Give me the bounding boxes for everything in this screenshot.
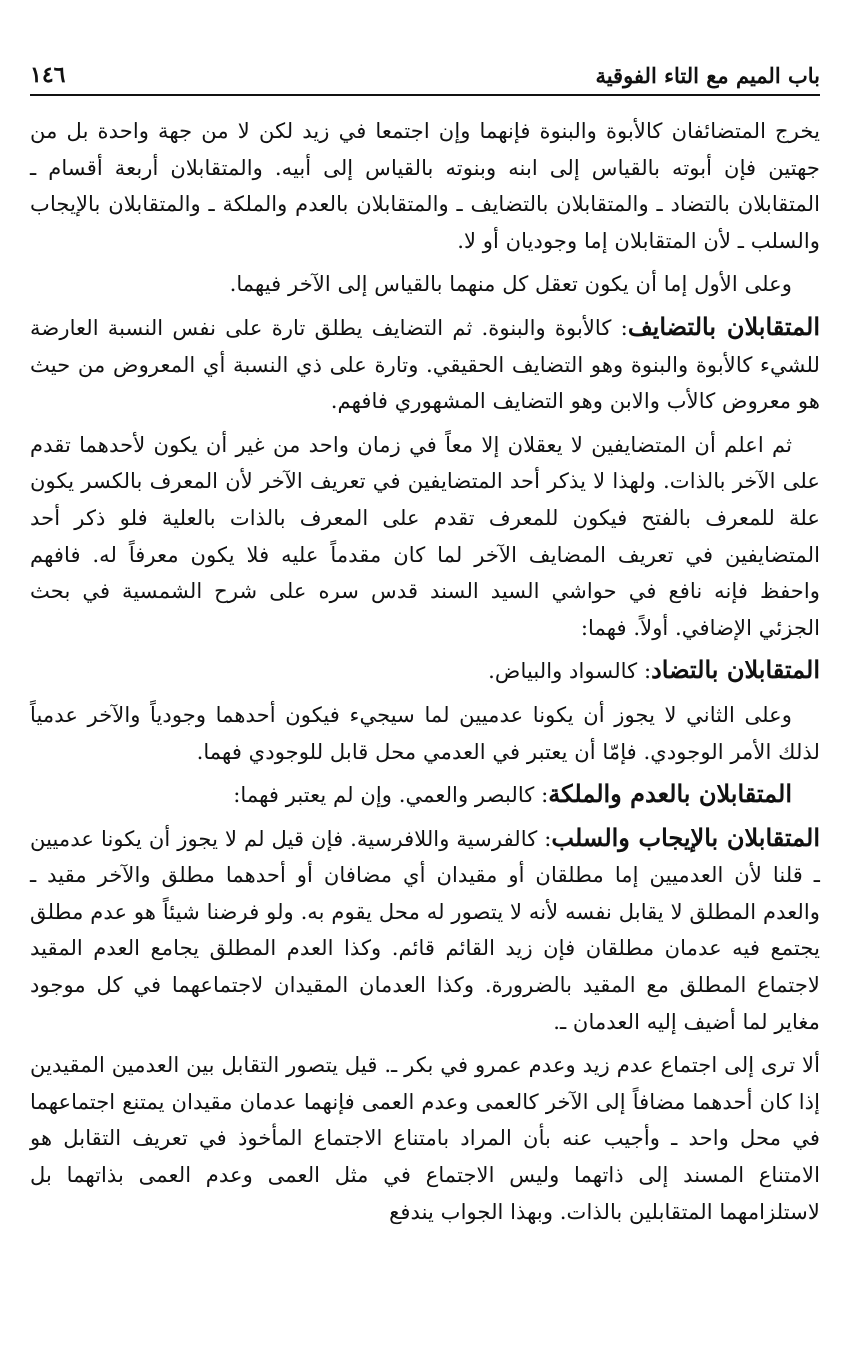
paragraph-text: وعلى الأول إما أن يكون تعقل كل منهما بالقياس إلى الآخر فيهما. — [229, 271, 792, 297]
term-heading: المتقابلان بالإيجاب والسلب — [551, 822, 820, 852]
term-heading: المتقابلان بالتضايف — [627, 311, 821, 341]
paragraph-text: : كالأبوة والبنوة. ثم التضايف يطلق تارة على نفس النسبة العارضة للشيء كالأبوة والبنوة وهو التضايف الحقيقي. وتارة على ذي النسبة أي المعروض من حيث هو معروض كالأب والابن وهو التضايف المشهوري فافهم. — [30, 314, 820, 414]
paragraph — [30, 426, 820, 647]
paragraph — [30, 696, 820, 770]
chapter-title: باب الميم مع التاء الفوقية — [595, 63, 820, 88]
paragraph — [30, 265, 820, 303]
page-number: ١٤٦ — [30, 62, 66, 88]
paragraph — [30, 112, 820, 259]
paragraph — [30, 1046, 820, 1230]
paragraph-text: وعلى الثاني لا يجوز أن يكونا عدميين لما سيجيء فيكون أحدهما وجودياً والآخر عدمياً لذلك الأمر الوجودي. فإمّا أن يعتبر في العدمي محل قابل للوجودي فهما. — [30, 701, 820, 764]
paragraph — [30, 652, 820, 690]
paragraph — [30, 820, 820, 1041]
term-heading: المتقابلان بالتضاد — [651, 655, 820, 685]
paragraph-text: : كالفرسية واللافرسية. فإن قيل لم لا يجوز أن يكونا عدميين ـ قلنا لأن العدميين إما مطلقان أو مقيدان أي مضافان أو أحدهما مطلق والآخر مقيد ـ والعدم المطلق لا يقابل نفسه لأنه لا يتصور له محل يقوم به. ولو فرضنا شيئاً هو عدم مطلق يجتمع فيه عدمان مطلقان فإن زيد القائم قائم. وكذا العدم المطلق يجامع العدم المقيد لاجتماع المطلق مع المقيد بالضرورة. وكذا العدمان المقيدان لاجتماعهما في كل موجود مغاير لما أضيف إليه العدمان ـ. — [30, 825, 820, 1034]
running-header — [30, 48, 820, 96]
paragraph-text: : كالسواد والبياض. — [488, 658, 652, 684]
paragraph — [30, 776, 820, 814]
book-page — [30, 48, 820, 1236]
paragraph-text: ألا ترى إلى اجتماع عدم زيد وعدم عمرو في بكر ـ. قيل يتصور التقابل بين العدمين المقيدين إذا كان أحدهما مضافاً إلى الآخر كالعمى وعدم العمى فإنهما عدمان مقيدان يمتنع اجتماعهما في محل واحد ـ وأجيب عنه بأن المراد بامتناع الاجتماع المأخوذ في تعريف التقابل هو الامتناع المسند إلى ذاتهما وليس الاجتماع في مثل العمى وعدم العمى بذاتهما بل لاستلزامهما المتقابلين بالذات. وبهذا الجواب يندفع — [30, 1052, 820, 1224]
paragraph-text: ثم اعلم أن المتضايفين لا يعقلان إلا معاً في زمان واحد من غير أن يكون لأحدهما تقدم على الآخر بالذات. ولهذا لا يذكر أحد المتضايفين في تعريف الآخر لأن المعرف بالكسر يكون علة للمعرف بالفتح فيكون للمعرف تقدم على المعرف بالذات بالعلية فلو ذكر أحد المتضايفين في تعريف المضايف الآخر لما كان مقدماً عليه فلا يكون معرفاً له. فافهم واحفظ فإنه نافع في حواشي السيد السند قدس سره على شرح الشمسية في بحث الجزئي الإضافي. أولاً. فهما: — [30, 431, 820, 640]
paragraph — [30, 309, 820, 420]
body-text — [30, 112, 820, 1230]
paragraph-text: يخرج المتضائفان كالأبوة والبنوة فإنهما وإن اجتمعا في زيد لكن لا من جهة واحدة بل من جهتين فإن أبوته بالقياس إلى ابنه وبنوته بالقياس إلى أبيه. والمتقابلان أربعة أقسام ـ المتقابلان بالتضاد ـ والمتقابلان بالتضايف ـ والمتقابلان بالعدم والملكة ـ والمتقابلان بالإيجاب والسلب ـ لأن المتقابلان إما وجوديان أو لا. — [30, 118, 820, 253]
paragraph-text: : كالبصر والعمي. وإن لم يعتبر فهما: — [233, 782, 549, 808]
term-heading: المتقابلان بالعدم والملكة — [548, 779, 792, 809]
